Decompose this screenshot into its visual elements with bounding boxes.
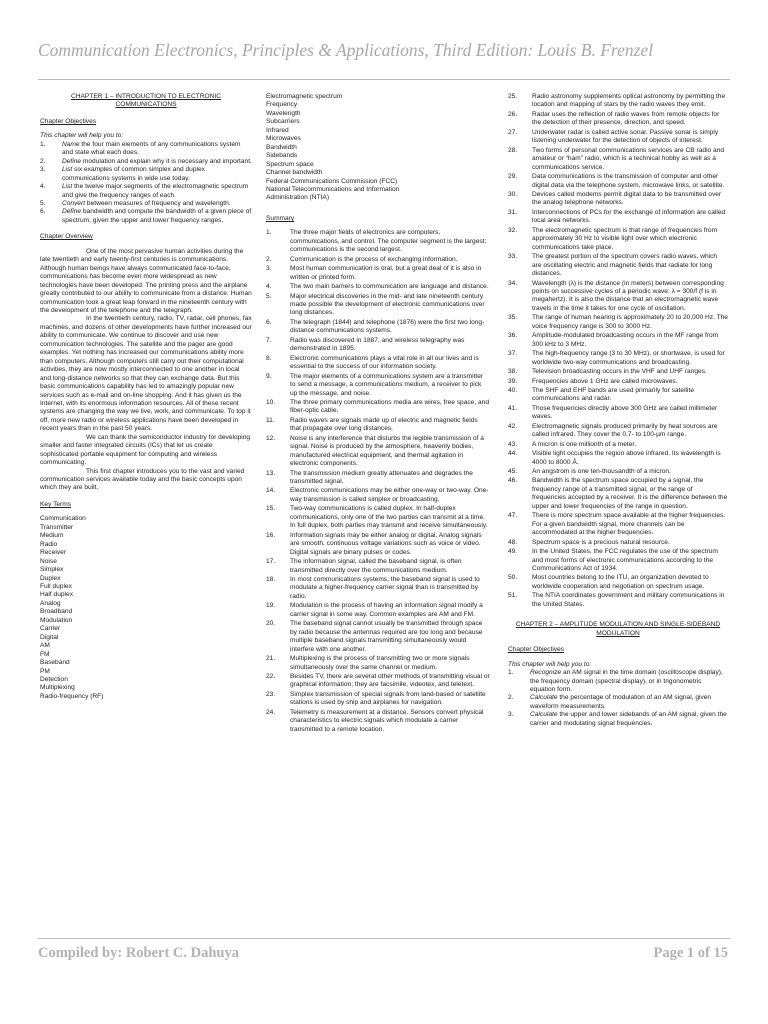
summary-number: 46. bbox=[508, 477, 518, 485]
summary-text: The NTIA coordinates government and military communications in the United States. bbox=[532, 592, 725, 608]
summary-item bbox=[508, 512, 728, 537]
summary-number: 25. bbox=[508, 93, 518, 100]
summary-number: 37. bbox=[508, 350, 518, 358]
objective-verb: List bbox=[62, 183, 73, 191]
summary-text: In the United States, the FCC regulates the use of the spectrum and most forms of electronic communications according to the Communications Act of 1934. bbox=[532, 548, 718, 573]
summary-text: Simplex transmission of special signals from land-based or satellite stations is used by ship and airplanes for navigation. bbox=[290, 690, 486, 707]
summary-number: 1. bbox=[266, 229, 272, 237]
summary-number: 6. bbox=[266, 318, 272, 326]
header-divider bbox=[38, 79, 730, 80]
objective-verb: Define bbox=[62, 208, 82, 216]
summary-item bbox=[508, 378, 728, 386]
summary-number: 40. bbox=[508, 386, 518, 394]
summary-item bbox=[266, 355, 490, 372]
summary-number: 23. bbox=[266, 690, 276, 698]
summary-number: 18. bbox=[266, 576, 276, 584]
summary-number: 43. bbox=[508, 440, 518, 448]
summary-item bbox=[266, 602, 490, 619]
key-terms-list bbox=[40, 515, 252, 701]
summary-text: An angstrom is one ten-thousandth of a micron. bbox=[532, 468, 671, 476]
summary-number: 21. bbox=[266, 655, 276, 663]
summary-text: The three major fields of electronics are computers, communications, and control. The computer segment is the largest; communications is the second largest. bbox=[290, 229, 487, 254]
summary-text: Underwater radar is called active sonar. Passive sonar is simply listening underwater for the detection of objects of interest. bbox=[532, 128, 719, 145]
summary-text: The information signal, called the baseband signal, is often transmitted directly over the communications medium. bbox=[290, 558, 462, 574]
summary-item bbox=[266, 399, 490, 416]
key-term: Transmitter bbox=[40, 523, 74, 531]
objective-rest: modulation and explain why it is necessary and important. bbox=[81, 157, 252, 165]
objective-item bbox=[40, 183, 252, 200]
summary-text: Telemetry is measurement at a distance. Sensors convert physical characteristics to electric signals which modulate a carrier transmitted to a remote location. bbox=[290, 708, 484, 733]
summary-number: 32. bbox=[508, 226, 518, 234]
summary-text: Television broadcasting occurs in the VHF and UHF ranges. bbox=[532, 368, 707, 376]
summary-text: Two forms of personal communications services are CB radio and amateur or “ham” radio, which is a technical hobby as well as a communications service. bbox=[532, 146, 725, 171]
key-term: PM bbox=[40, 667, 50, 675]
summary-text: Data communications is the transmission of computer and other digital data via the telephone system, microwave links, or satellite. bbox=[532, 173, 725, 189]
key-term: Microwaves bbox=[266, 135, 301, 143]
key-term: Bandwidth bbox=[266, 143, 297, 151]
key-term: Simplex bbox=[40, 566, 64, 574]
summary-item bbox=[266, 673, 490, 690]
summary-number: 36. bbox=[508, 332, 518, 340]
summary-item bbox=[266, 487, 490, 504]
summary-item bbox=[508, 280, 728, 314]
summary-number: 42. bbox=[508, 422, 518, 430]
key-term: Receiver bbox=[40, 549, 67, 557]
footer-page-number: Page 1 of 15 bbox=[653, 945, 728, 961]
summary-item bbox=[266, 620, 490, 654]
summary-item bbox=[508, 368, 728, 376]
objective-item bbox=[508, 694, 728, 711]
summary-number: 47. bbox=[508, 512, 518, 520]
objective-verb: List bbox=[62, 166, 73, 174]
summary-item bbox=[508, 592, 728, 609]
objective-number: 2. bbox=[40, 157, 46, 165]
summary-text: Modulation is the process of having an information signal modify a carrier signal in some way. Common examples are AM and FM. bbox=[290, 602, 483, 618]
overview-paragraph: In the twentieth century, radio, TV, radar, cell phones, fax machines, and dozens of other developments have further increased our ability to communicate. We continue to discover and use new communication technologies. The satellite and the pager are good examples. Yet nothing has increased our communications ability more than computers. Although computers still carry out their computational activities, they are now mostly interconnected to one another in local and long-distance networks so that they can exchange data. But this basic communications capability has led to amazingly popular new services such as e-mail and on-line shopping. And it has given us the Internet, with its enormous information resources. All of these recent systems are changing the way we live, work, and communicate. To top it off, more new radio or wireless applications have been developed in recent years than in the past 50 years. bbox=[40, 315, 252, 433]
summary-item bbox=[266, 691, 490, 708]
summary-text: In most communications systems, the baseband signal is used to modulate a higher-frequency carrier signal than is transmitted by radio. bbox=[290, 576, 480, 600]
objective-text bbox=[62, 200, 252, 208]
summary-number: 13. bbox=[266, 469, 276, 477]
summary-number: 51. bbox=[508, 592, 518, 600]
objective-number: 1. bbox=[508, 669, 514, 677]
summary-text: There is more spectrum space available at the higher frequencies. For a given bandwidth signal, more channels can be accommodated at the higher frequencies. bbox=[532, 512, 726, 537]
summary-number: 24. bbox=[266, 708, 276, 716]
key-term: Carrier bbox=[40, 625, 61, 633]
objective-item bbox=[40, 141, 252, 158]
key-term: Electromagnetic spectrum bbox=[266, 93, 343, 100]
ch1-summary-heading: Summary bbox=[266, 214, 295, 222]
page-header: Communication Electronics, Principles & Applications, Third Edition: Louis B. Frenzel bbox=[38, 40, 654, 60]
summary-text: The three primary communications media are wires, free space, and fiber-optic cable. bbox=[290, 398, 489, 415]
ch2-objectives-list bbox=[508, 669, 728, 728]
key-term: Federal Communications Commission (FCC) bbox=[266, 177, 398, 185]
objective-verb: Name bbox=[62, 140, 80, 148]
ch1-objectives-heading: Chapter Objectives bbox=[40, 117, 97, 125]
summary-text: Amplitude-modulated broadcasting occurs in the MF range from 300 kHz to 3 MHz. bbox=[532, 332, 719, 348]
summary-item bbox=[508, 332, 728, 349]
objective-number: 6. bbox=[40, 208, 46, 216]
summary-text: Multiplexing is the process of transmitting two or more signals simultaneously over the same channel or medium. bbox=[290, 655, 470, 671]
summary-text: The high-frequency range (3 to 30 MHz), or shortwave, is used for worldwide two-way communications and broadcasting. bbox=[532, 350, 725, 366]
objective-verb: Recognize bbox=[530, 669, 562, 677]
summary-item bbox=[266, 558, 490, 575]
key-term: Modulation bbox=[40, 616, 73, 624]
objective-number: 3. bbox=[40, 166, 46, 174]
ch1-objectives-intro: This chapter will help you to: bbox=[40, 132, 124, 140]
summary-number: 10. bbox=[266, 398, 276, 406]
objective-verb: Define bbox=[62, 157, 82, 165]
key-term: Analog bbox=[40, 599, 61, 607]
summary-item bbox=[266, 435, 490, 469]
summary-item bbox=[508, 111, 728, 128]
summary-number: 45. bbox=[508, 468, 518, 476]
summary-text: Spectrum space is a precious natural resource. bbox=[532, 538, 670, 546]
key-term: Radio bbox=[40, 540, 58, 548]
summary-number: 16. bbox=[266, 531, 276, 539]
key-term: Radio-frequency (RF) bbox=[40, 692, 104, 700]
key-term: Baseband bbox=[40, 659, 70, 667]
summary-number: 7. bbox=[266, 336, 272, 344]
summary-text: Communication is the process of exchanging information. bbox=[290, 255, 458, 263]
objective-item bbox=[40, 166, 252, 183]
summary-text: The transmission medium greatly attenuates and degrades the transmitted signal. bbox=[290, 469, 473, 486]
ch1-key-terms-heading: Key Terms bbox=[40, 500, 72, 508]
summary-item bbox=[508, 209, 728, 226]
overview-paragraph: We can thank the semiconductor industry for developing smaller and faster integrated circuits (ICs) that let us create sophisticated portable equipment for computing and wireless communicating. bbox=[40, 433, 251, 467]
key-term: Infrared bbox=[266, 126, 289, 134]
key-term: Subcarriers bbox=[266, 118, 300, 126]
summary-item bbox=[508, 548, 728, 573]
summary-text: Radio astronomy supplements optical astronomy by permitting the location and mapping of stars by the radio waves they emit. bbox=[532, 93, 726, 109]
ch1-objectives-list bbox=[40, 141, 252, 226]
summary-item bbox=[508, 387, 728, 404]
key-term: FM bbox=[40, 650, 50, 658]
summary-item bbox=[508, 423, 728, 440]
summary-number: 27. bbox=[508, 128, 518, 136]
summary-number: 26. bbox=[508, 110, 518, 118]
summary-number: 4. bbox=[266, 283, 272, 291]
key-term: Duplex bbox=[40, 574, 61, 582]
summary-text: Major electrical discoveries in the mid- and late nineteenth century made possible the development of electronic communications over long distances. bbox=[290, 292, 485, 317]
summary-number: 3. bbox=[266, 265, 272, 273]
column-1 bbox=[40, 93, 252, 701]
summary-text: Most human communication is oral, but a great deal of it is also in written or printed form. bbox=[290, 265, 482, 281]
footer-divider bbox=[38, 938, 730, 939]
objective-text bbox=[62, 141, 252, 158]
summary-item bbox=[508, 405, 728, 422]
summary-text: The greatest portion of the spectrum covers radio waves, which are oscillating electric and magnetic fields that radiate for long distances. bbox=[532, 253, 718, 278]
ch1-overview-heading: Chapter Overview bbox=[40, 233, 93, 241]
objective-rest: the four main elements of any communications system and state what each does. bbox=[62, 140, 241, 157]
summary-text: Radar uses the reflection of radio waves from remote objects for the detection of their presence, direction, and speed. bbox=[532, 110, 720, 127]
objective-item bbox=[508, 711, 728, 728]
summary-text: The baseband signal cannot usually be transmitted through space by radio because the antennas required are too long and because multiple baseband signals transmitting simultaneously would interfere with one another. bbox=[290, 620, 483, 653]
summary-text: The telegraph (1844) and telephone (1876) were the first two long-distance communications systems. bbox=[290, 318, 485, 335]
summary-text: The electromagnetic spectrum is that range of frequencies from approximately 30 Hz to visible light over which electronic communications take place. bbox=[532, 226, 718, 251]
overview-paragraph: This first chapter introduces you to the vast and varied communication services available today and the basic concepts upon which they are built. bbox=[40, 467, 245, 492]
ch2-objectives-intro: This chapter will help you to: bbox=[508, 660, 592, 668]
summary-text: Visible light occupies the region above infrared. Its wavelength is 4000 to 8000 Å. bbox=[532, 450, 721, 466]
summary-number: 30. bbox=[508, 190, 518, 198]
summary-item bbox=[266, 417, 490, 434]
objective-text bbox=[530, 669, 728, 694]
summary-number: 11. bbox=[266, 416, 275, 424]
summary-number: 29. bbox=[508, 173, 518, 181]
objective-text bbox=[530, 694, 728, 711]
summary-text: Electromagnetic signals produced primarily by heat sources are called infrared. They cover the 0.7- to 100-µm range. bbox=[532, 422, 718, 439]
summary-text: The SHF and EHF bands are used primarily for satellite communications and radar. bbox=[532, 386, 694, 403]
summary-number: 48. bbox=[508, 538, 518, 546]
summary-text: Electronic communications plays a vital role in all our lives and is essential to the success of our information society. bbox=[290, 354, 479, 371]
summary-item bbox=[508, 539, 728, 547]
key-term: Broadband bbox=[40, 608, 73, 616]
objective-verb: Convert bbox=[62, 199, 86, 207]
column-3 bbox=[508, 93, 728, 728]
objective-text bbox=[62, 158, 252, 166]
summary-list-continued bbox=[508, 93, 728, 609]
objective-item bbox=[40, 208, 252, 225]
summary-item bbox=[508, 147, 728, 172]
summary-item bbox=[266, 229, 490, 254]
summary-item bbox=[266, 265, 490, 282]
key-term: Multiplexing bbox=[40, 684, 75, 692]
summary-text: Radio was discovered in 1887, and wireless telegraphy was demonstrated in 1895. bbox=[290, 336, 465, 353]
chapter-1-title: CHAPTER 1 – INTRODUCTION TO ELECTRONIC COMMUNICATIONS bbox=[71, 93, 221, 109]
summary-number: 5. bbox=[266, 292, 272, 300]
summary-item bbox=[266, 505, 490, 530]
objective-item bbox=[508, 669, 728, 694]
key-term: Medium bbox=[40, 532, 64, 540]
summary-text: Information signals may be either analog or digital. Analog signals are smooth, continuous voltage variations such as voice or video. Digital signals are binary pulses or codes. bbox=[290, 531, 482, 556]
summary-item bbox=[266, 319, 490, 336]
summary-number: 50. bbox=[508, 574, 518, 582]
summary-text: Bandwidth is the spectrum space occupied by a signal, the frequency range of a transmitted signal, or the range of frequencies accepted by a receiver. It is the difference between the upper and lower frequencies of the range in question. bbox=[532, 477, 728, 510]
summary-number: 49. bbox=[508, 548, 518, 556]
summary-text: The range of human hearing is approximately 20 to 20,000 Hz. The voice frequency range is 300 to 3000 Hz. bbox=[532, 314, 728, 330]
summary-number: 20. bbox=[266, 620, 276, 628]
objective-rest: an AM signal in the time domain (oscilloscope display), the frequency domain (spectral display), or in trigonometric equation form. bbox=[530, 669, 723, 693]
summary-text: Besides TV, there are several other methods of transmitting visual or graphical information; they are facsimile, videotex, and teletext. bbox=[290, 673, 490, 689]
summary-number: 22. bbox=[266, 673, 276, 680]
summary-text: The major elements of a communications system are a transmitter to send a message, a communications medium, a receiver to pick up the message, and noise. bbox=[290, 372, 484, 397]
objective-item bbox=[40, 200, 252, 208]
summary-text: The two main barriers to communication are language and distance. bbox=[290, 283, 489, 291]
summary-item bbox=[266, 337, 490, 354]
summary-text: Those frequencies directly above 300 GHz are called millimeter waves. bbox=[532, 404, 718, 421]
summary-item bbox=[266, 532, 490, 557]
summary-number: 2. bbox=[266, 255, 272, 263]
objective-text bbox=[62, 183, 252, 200]
key-term: Full duplex bbox=[40, 583, 72, 591]
summary-text: Frequencies above 1 GHz are called microwaves. bbox=[532, 377, 678, 385]
summary-item bbox=[508, 314, 728, 331]
objective-number: 2. bbox=[508, 694, 514, 702]
column-2 bbox=[266, 93, 490, 735]
objective-rest: the percentage of modulation of an AM signal, given waveform measurements. bbox=[530, 694, 712, 710]
objective-number: 4. bbox=[40, 183, 46, 191]
key-term: National Telecommunications and Information bbox=[266, 185, 400, 193]
summary-item bbox=[508, 93, 728, 110]
key-term: Frequency bbox=[266, 101, 298, 109]
summary-number: 8. bbox=[266, 354, 272, 362]
summary-text: A micron is one millionth of a meter. bbox=[532, 440, 637, 448]
summary-item bbox=[508, 129, 728, 146]
key-term: Sidebands bbox=[266, 152, 298, 160]
key-term: Digital bbox=[40, 633, 59, 641]
overview-paragraph: One of the most pervasive human activities during the late twentieth and early twenty-first centuries is communications. Although human beings have always communicated face-to-face, communications has become even more widespread as new technologies have been developed. The printing press and the airplane greatly contributed to our ability to communicate from a distance. Human communication took a great leap forward in the nineteenth century with the development of the telephone and the telegraph. bbox=[40, 247, 252, 314]
summary-number: 34. bbox=[508, 279, 518, 287]
summary-item bbox=[266, 283, 490, 291]
key-term: Half duplex bbox=[40, 591, 73, 599]
summary-number: 12. bbox=[266, 434, 276, 442]
objective-verb: Calculate bbox=[530, 711, 558, 719]
objective-rest: six examples of common simplex and duplex communications systems in wide use today. bbox=[62, 166, 205, 182]
objective-text bbox=[62, 166, 252, 183]
objective-number: 3. bbox=[508, 711, 514, 719]
key-term: AM bbox=[40, 642, 50, 650]
summary-item bbox=[508, 173, 728, 190]
key-term: Channel bandwidth bbox=[266, 169, 323, 177]
objective-rest: the upper and lower sidebands of an AM signal, given the carrier and modulating signal frequencies. bbox=[530, 711, 727, 727]
summary-item bbox=[508, 574, 728, 591]
summary-item bbox=[266, 470, 490, 487]
summary-text: Two-way communications is called duplex. In half-duplex communications, only one of the two parties can transmit at a time. In full duplex, both parties may transmit and receive simultaneously. bbox=[290, 505, 488, 530]
objective-number: 5. bbox=[40, 199, 46, 207]
summary-text: Noise is any interference that disturbs the legible transmission of a signal. Noise is produced by the atmosphere, heavenly bodies, manufactured electrical equipment, and thermal agitation in electronic components. bbox=[290, 434, 484, 468]
summary-number: 31. bbox=[508, 208, 518, 216]
summary-item bbox=[508, 350, 728, 367]
summary-number: 15. bbox=[266, 505, 276, 513]
key-term: Communication bbox=[40, 515, 86, 523]
summary-item bbox=[266, 655, 490, 672]
key-term: Administration (NTIA) bbox=[266, 194, 330, 202]
summary-item bbox=[266, 256, 490, 264]
summary-number: 17. bbox=[266, 558, 276, 566]
summary-text: Devices called modems permit digital data to be transmitted over the analog telephone networks. bbox=[532, 190, 722, 207]
summary-number: 19. bbox=[266, 602, 276, 610]
objective-rest: bandwidth and compute the bandwidth of a given piece of spectrum, given the upper and lower frequency ranges. bbox=[62, 208, 252, 224]
summary-number: 33. bbox=[508, 253, 518, 261]
summary-item bbox=[266, 709, 490, 734]
summary-number: 39. bbox=[508, 377, 518, 385]
summary-number: 9. bbox=[266, 372, 272, 380]
key-term: Spectrum space bbox=[266, 160, 314, 168]
objective-item bbox=[40, 158, 252, 166]
objective-text bbox=[530, 711, 728, 728]
summary-item bbox=[266, 576, 490, 601]
summary-item bbox=[266, 293, 490, 318]
objective-rest: between measures of frequency and wavelength. bbox=[85, 199, 231, 207]
summary-item bbox=[508, 191, 728, 208]
objective-number: 1. bbox=[40, 140, 46, 148]
summary-item bbox=[508, 468, 728, 476]
summary-item bbox=[508, 477, 728, 511]
objective-verb: Calculate bbox=[530, 694, 558, 702]
summary-number: 44. bbox=[508, 450, 518, 458]
summary-item bbox=[266, 373, 490, 398]
summary-number: 14. bbox=[266, 487, 276, 495]
summary-text: Radio waves are signals made up of electric and magnetic fields that propagate over long distances. bbox=[290, 416, 478, 433]
summary-number: 38. bbox=[508, 368, 518, 376]
key-term: Detection bbox=[40, 676, 68, 683]
ch2-objectives-heading: Chapter Objectives bbox=[508, 646, 565, 654]
summary-item bbox=[508, 253, 728, 278]
summary-text: Electronic communications may be either one-way or two-way. One-way transmission is called simplex or broadcasting. bbox=[290, 487, 489, 503]
summary-list bbox=[266, 229, 490, 734]
summary-text: Most countries belong to the ITU, an organization devoted to worldwide cooperation and negotiation on spectrum usage. bbox=[532, 574, 709, 590]
chapter-2-title: CHAPTER 2 – AMPLITUDE MODULATION AND SINGLE-SIDEBAND MODULATION bbox=[515, 621, 721, 637]
summary-item bbox=[508, 227, 728, 252]
summary-text: Interconnections of PCs for the exchange of information are called local area networks. bbox=[532, 208, 726, 225]
objective-rest: the twelve major segments of the electromagnetic spectrum and give the frequency ranges of each. bbox=[62, 183, 249, 199]
summary-number: 41. bbox=[508, 404, 518, 412]
summary-item bbox=[508, 441, 728, 449]
key-term: Noise bbox=[40, 557, 57, 565]
footer-compiler: Compiled by: Robert C. Dahuya bbox=[38, 945, 239, 961]
objective-text bbox=[62, 208, 252, 225]
summary-item bbox=[508, 450, 728, 467]
summary-number: 35. bbox=[508, 314, 518, 322]
key-term: Wavelength bbox=[266, 109, 301, 117]
summary-text: Wavelength (λ) is the distance (in meters) between corresponding points on successive cycles of a periodic wave: λ = 300/f (f is in megahertz). It is also the distance that an electromagnetic wave travels in the time it takes for one cycle of oscillation. bbox=[532, 279, 724, 312]
key-terms-list-continued bbox=[266, 93, 490, 203]
summary-number: 28. bbox=[508, 146, 518, 154]
